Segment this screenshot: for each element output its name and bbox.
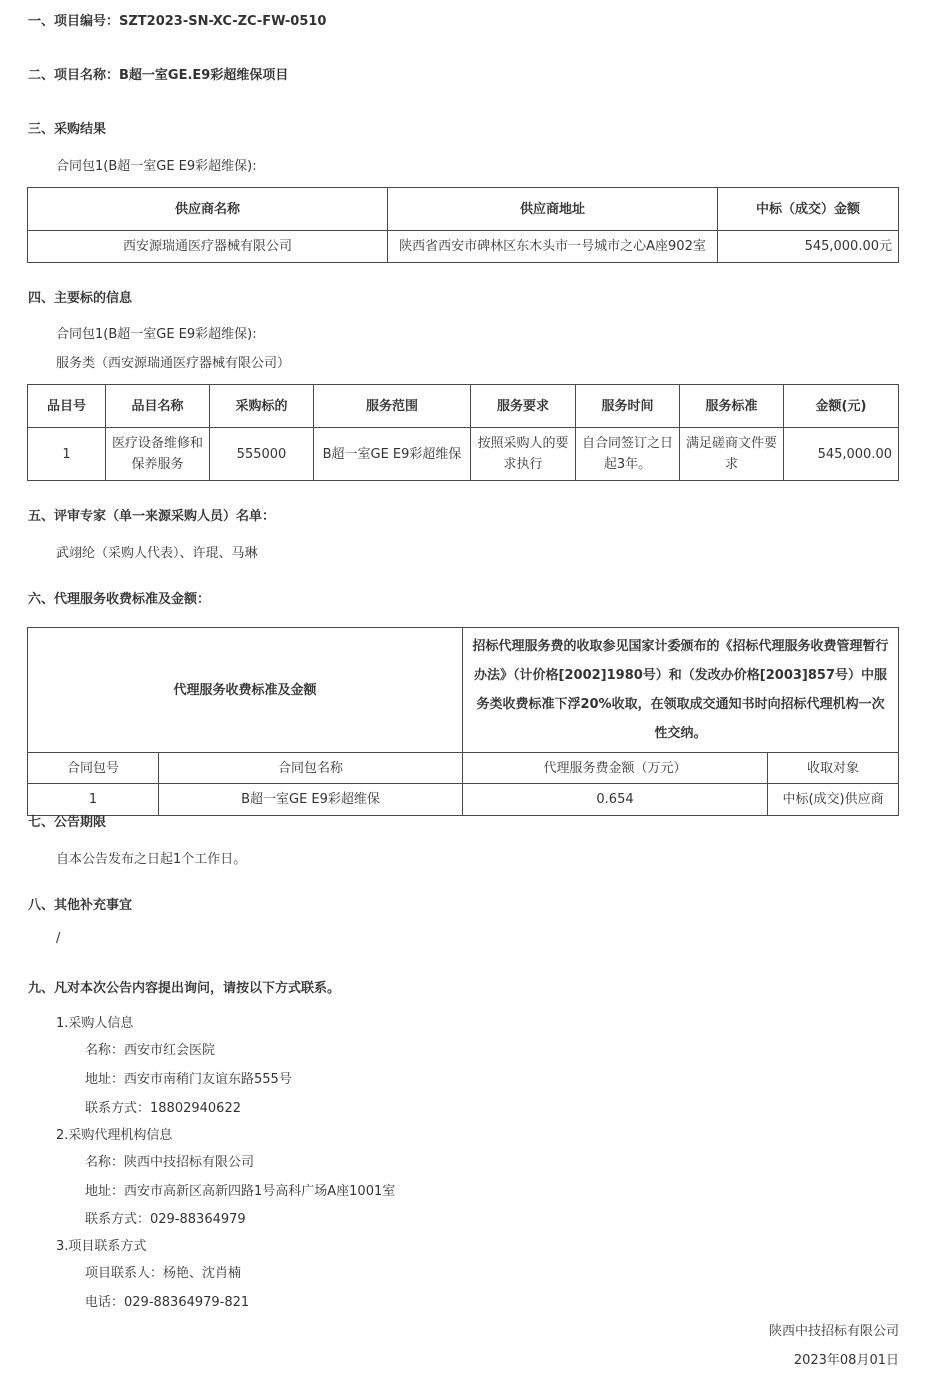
table-header-cell: 供应商地址 <box>388 188 718 231</box>
table-cell: 满足磋商文件要求 <box>680 428 784 481</box>
table-cell: 西安源瑞通医疗器械有限公司 <box>28 231 388 263</box>
footer-date: 2023年08月01日 <box>793 1353 899 1368</box>
agency-fee-table <box>27 627 899 816</box>
table-header-row <box>28 753 899 784</box>
section-notice-period: 七、公告期限 <box>28 815 107 830</box>
agency-phone: 联系方式：029-88364979 <box>85 1212 246 1227</box>
table-header-row <box>28 385 899 428</box>
table-header-row <box>28 188 899 231</box>
table-cell: 0.654 <box>463 784 768 816</box>
table-row <box>28 231 899 263</box>
result-table <box>27 187 899 263</box>
table-header-cell: 中标（成交）金额 <box>718 188 899 231</box>
table-cell: B超一室GE E9彩超维保 <box>159 784 463 816</box>
table-header-cell: 品目名称 <box>106 385 210 428</box>
section-other: 八、其他补充事宜 <box>28 898 133 913</box>
table-row <box>28 784 899 816</box>
section-project-number: 一、项目编号：SZT2023-SN-XC-ZC-FW-0510 <box>28 14 327 29</box>
section-experts: 五、评审专家（单一来源采购人员）名单： <box>28 509 276 524</box>
experts-list: 武翊纶（采购人代表）、许琨、马琳 <box>56 546 258 561</box>
table-header-cell: 服务范围 <box>314 385 471 428</box>
project-contact-phone: 电话：029-88364979-821 <box>85 1295 250 1310</box>
table-cell: 陕西省西安市碑林区东木头市一号城市之心A座902室 <box>388 231 718 263</box>
section-agency-fee: 六、代理服务收费标准及金额： <box>28 592 211 607</box>
section-procurement-result: 三、采购结果 <box>28 122 107 137</box>
buyer-name: 名称：西安市红会医院 <box>85 1043 216 1058</box>
section-project-name: 二、项目名称：B超一室GE.E9彩超维保项目 <box>28 68 289 83</box>
items-category-label: 服务类（西安源瑞通医疗器械有限公司） <box>56 356 291 371</box>
notice-period-text: 自本公告发布之日起1个工作日。 <box>56 852 247 867</box>
agency-fee-note: 招标代理服务费的收取参见国家计委颁布的《招标代理服务收费管理暂行办法》（计价格[2002]1980号）和（发改办价格[2003]857号）中服务类收费标准下浮20%收取，在领取成交通知书时向招标代理机构一次性交纳。 <box>463 628 899 753</box>
table-row <box>28 628 899 753</box>
agency-fee-label: 代理服务收费标准及金额 <box>28 628 463 753</box>
other-text: / <box>56 931 61 946</box>
table-cell: 555000 <box>210 428 314 481</box>
section-main-items: 四、主要标的信息 <box>28 291 133 306</box>
project-contact-person: 项目联系人：杨艳、沈肖楠 <box>85 1266 242 1281</box>
table-header-cell: 合同包号 <box>28 753 159 784</box>
table-header-cell: 品目号 <box>28 385 106 428</box>
items-table <box>27 384 899 481</box>
table-header-cell: 服务时间 <box>576 385 680 428</box>
project-contact-title: 3.项目联系方式 <box>56 1239 147 1254</box>
buyer-phone: 联系方式：18802940622 <box>85 1101 241 1116</box>
table-row <box>28 428 899 481</box>
buyer-address: 地址：西安市南稍门友谊东路555号 <box>85 1072 292 1087</box>
table-header-cell: 服务要求 <box>471 385 576 428</box>
table-cell: B超一室GE E9彩超维保 <box>314 428 471 481</box>
table-header-cell: 供应商名称 <box>28 188 388 231</box>
table-cell: 按照采购人的要求执行 <box>471 428 576 481</box>
table-cell: 中标(成交)供应商 <box>768 784 899 816</box>
table-cell: 545,000.00元 <box>718 231 899 263</box>
table-cell: 1 <box>28 428 106 481</box>
table-header-cell: 收取对象 <box>768 753 899 784</box>
agency-address: 地址：西安市高新区高新四路1号高科广场A座1001室 <box>85 1184 396 1199</box>
buyer-title: 1.采购人信息 <box>56 1016 134 1031</box>
section-contact: 九、凡对本次公告内容提出询问，请按以下方式联系。 <box>28 981 341 996</box>
result-package-label: 合同包1(B超一室GE E9彩超维保): <box>56 159 257 174</box>
footer-company: 陕西中技招标有限公司 <box>768 1324 899 1339</box>
table-header-cell: 服务标准 <box>680 385 784 428</box>
table-header-cell: 合同包名称 <box>159 753 463 784</box>
agency-name: 名称：陕西中技招标有限公司 <box>85 1155 255 1170</box>
table-header-cell: 金额(元) <box>784 385 899 428</box>
table-header-cell: 代理服务费金额（万元） <box>463 753 768 784</box>
table-cell: 自合同签订之日起3年。 <box>576 428 680 481</box>
agency-title: 2.采购代理机构信息 <box>56 1128 173 1143</box>
table-cell: 1 <box>28 784 159 816</box>
items-package-label: 合同包1(B超一室GE E9彩超维保): <box>56 327 257 342</box>
table-header-cell: 采购标的 <box>210 385 314 428</box>
table-cell: 545,000.00 <box>784 428 899 481</box>
table-cell: 医疗设备维修和保养服务 <box>106 428 210 481</box>
